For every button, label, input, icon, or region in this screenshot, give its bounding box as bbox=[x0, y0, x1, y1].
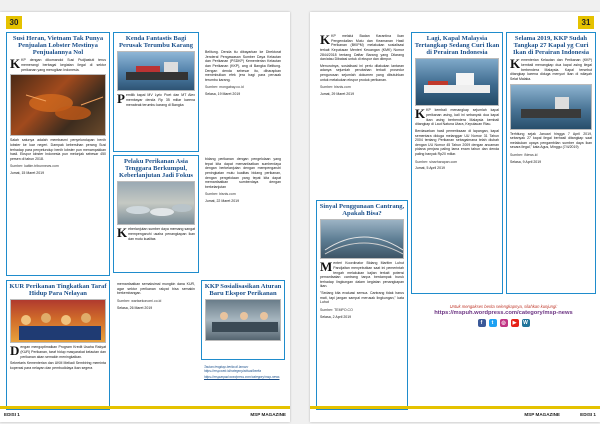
fish-market-photo bbox=[117, 181, 195, 225]
article-paragraph: KKP dengan dikomandoi Susi Pudjiastuti terus memerangi berbagai kegiatan ilegal di sektor perikanan yang merugikan Indonesia. bbox=[10, 56, 106, 72]
article-paragraph: Menteri Koordinator Bidang Maritim Luhut Pandjaitan menyebutkan saat ini pemerintah tengah melakukan kajian terkait potensi pemanfaatan cantrang tanpa berdampak buruk terhadap lingkungan dalam kegiatan penangkapan ikan. bbox=[320, 259, 404, 289]
footer-magazine: MSP MAGAZINE bbox=[524, 412, 560, 417]
article-paragraph: Sekretaris Kementerian dan UKM Meliadi Sembiring meminta koperasi para nelayan dan pembudidaya ikan segera bbox=[10, 361, 106, 370]
article-paragraph: Salah satunya adalah membasmi penyelundupan benih lobster ke luar negeri. Dampak kebersihan perang Susi terhadap para penyelundup benih lobster pun menampakkan hasil. Ekspor lobster Indonesia pun melonjak sebesar 450 persen di tahun 2018. bbox=[10, 138, 106, 161]
fishing-net-photo bbox=[320, 219, 404, 259]
article-date: Selasa, 26 Maret 2019 bbox=[117, 305, 153, 310]
footer bbox=[0, 411, 290, 419]
news-link-block bbox=[201, 364, 285, 380]
article-title: Sinyal Penggunaan Cantrang, Apakah Bisa? bbox=[319, 203, 405, 218]
meeting-photo bbox=[205, 299, 281, 341]
article-source: Sumber: wartaekonomi.co.id bbox=[117, 298, 162, 303]
link-caption: Tautan lengkap berita di laman: https://msp.web.id/category/aktual/berita bbox=[204, 365, 262, 373]
lobster-illustration bbox=[11, 75, 106, 135]
facebook-icon[interactable]: f bbox=[478, 319, 486, 327]
article-asia-tenggara bbox=[113, 155, 199, 273]
ship-illustration bbox=[118, 52, 195, 90]
twitter-icon[interactable]: t bbox=[489, 319, 497, 327]
article-paragraph: Belitung. Denda itu dibayarkan ke Direktorat Jenderal Pengawasan Sumber Daya Kelautan dan Perikanan (PSDKP) Kementerian Kelautan dan Perikanan (KKP), ang di Bangka Belitung. Dengan denda sebesar itu, diharapkan menimbulkan efek jera bagi para perusak terumbu karang. bbox=[205, 50, 281, 82]
article-paragraph: Pemilik kapal MV Lyric Poet dan MT Alex membayar denda Rp 35 miliar karena menabrak terumbu karang di Bangka bbox=[117, 91, 195, 107]
article-date: Selasa, 9 April 2019 bbox=[510, 159, 542, 164]
article-date: Jumat, 29 Maret 2019 bbox=[320, 92, 355, 97]
article-denda bbox=[113, 32, 199, 152]
article-27-kapal bbox=[506, 32, 596, 294]
social-icons bbox=[411, 319, 596, 327]
news-link[interactable]: https://mspunpad.wordpress.com/category/msp-news bbox=[204, 375, 280, 379]
page-number: 30 bbox=[6, 16, 22, 29]
footer-edition: EDISI 1 bbox=[580, 412, 596, 417]
ship-photo bbox=[117, 51, 195, 91]
meeting-illustration bbox=[206, 300, 281, 340]
right-page bbox=[310, 12, 600, 422]
article-title: KKP Sosialisasikan Aturan Baru Ekspor Perikanan bbox=[204, 283, 282, 298]
article-date: Jumat, 5 April 2019 bbox=[415, 166, 445, 171]
article-paragraph: KKP kembali menangkap sejumlah kapal perikanan asing, kali ini sebanyak dua kapal ikan asing berbendera Malaysia kembali ditangkap di Laut Natuna Utara, Kepulauan Riau. bbox=[415, 106, 499, 127]
article-title: Susi Heran, Vietnam Tak Punya Penjualan Lobster Mestinya Penjualannya Nol bbox=[12, 35, 104, 57]
article-paragraph: memanfaatkan semaksimal mungkin dana KUR, agar sektor perikanan rakyat bisa semakin berkembangan. bbox=[117, 282, 195, 296]
article-date: Jumat, 22 Maret 2019 bbox=[205, 199, 240, 204]
promo-block bbox=[411, 304, 596, 327]
article-paragraph: Kementerian Kelautan dan Perikanan (KKP) kembali menangkap dua kapal asing ilegal berbendera Malaysia. Kapal tersebut ditangkap karena diduga menyuri ikan di wilayah Selat Malaka. bbox=[510, 56, 592, 81]
left-page bbox=[0, 12, 290, 422]
people-illustration bbox=[11, 300, 106, 342]
article-kur-continued bbox=[113, 280, 199, 410]
article-source: Sumber: iNews.id bbox=[510, 153, 538, 158]
seized-ship-illustration bbox=[511, 85, 592, 129]
article-paragraph: Berdasarkan hasil pemeriksaan di lapangan, kapal sementara diduga melanggar UU Nomor 31 Tahun 2004 tentang Perikanan sebagaimana telah diubah dengan UU Nomor 45 Tahun 2009 dengan ancaman pidana penjara paling lama enam tahun dan denda paling banyak Rp20 miliar. bbox=[415, 128, 499, 157]
article-date: Selasa, 2 April 2019 bbox=[320, 314, 352, 319]
net-illustration bbox=[321, 220, 404, 258]
promo-url[interactable]: https://mspuh.wordpress.com/category/msp-news bbox=[434, 310, 573, 316]
article-lobster bbox=[6, 32, 110, 276]
article-title: Lagi, Kapal Malaysia Tertangkap Sedang Curi Ikan di Perairan Indonesia bbox=[414, 35, 500, 57]
article-title: KUR Perikanan Tingkatkan Taraf Hidup Para Nelayan bbox=[9, 283, 107, 298]
promo-label: Untuk mengakses berita selengkapnya, silahkan kunjungi: bbox=[449, 304, 558, 309]
seized-ship-photo bbox=[510, 84, 592, 130]
article-source: Sumber: kaltim.tribunnews.com bbox=[10, 164, 59, 169]
drop-cap: P bbox=[117, 91, 125, 107]
footer-edition: EDISI 1 bbox=[4, 412, 20, 417]
blog-icon[interactable]: W bbox=[523, 320, 528, 326]
article-asia-continued bbox=[201, 155, 285, 273]
patrol-ship-photo bbox=[415, 58, 499, 106]
instagram-icon[interactable]: ◎ bbox=[501, 320, 506, 326]
article-kapal-malaysia bbox=[411, 32, 503, 294]
people-photo bbox=[10, 299, 106, 343]
page-number: 31 bbox=[578, 16, 594, 29]
article-paragraph: Dengan mengoptimalkan Program Kredit Usaha Rakyat (KUR) Perikanan, taraf hidup masyarakat kelautan dan perikanan akan semakin meningkatkan. bbox=[10, 343, 106, 359]
drop-cap: D bbox=[10, 343, 20, 359]
article-paragraph: "Sedang kita evaluasi semua. Cantrang tidak harus mati, tapi jangan sampai merusak lingkungan," kata Luhut bbox=[320, 291, 404, 305]
drop-cap: K bbox=[510, 56, 521, 72]
article-source: Sumber: bisnis.com bbox=[205, 192, 236, 197]
drop-cap: K bbox=[415, 106, 426, 122]
drop-cap: K bbox=[117, 225, 128, 241]
article-date: Jumat, 15 Maret 2019 bbox=[10, 171, 45, 176]
article-source: Sumber: bisnis.com bbox=[320, 85, 351, 90]
drop-cap: K bbox=[320, 32, 331, 47]
footer-magazine: MSP MAGAZINE bbox=[250, 412, 286, 417]
article-title: Kenda Fantastis Bagi Perusak Terumbu Karang bbox=[118, 35, 193, 50]
patrol-ship-illustration bbox=[416, 59, 499, 105]
article-paragraph: Keberlanjutan sumber daya memang sangat mempengaruhi usaha penangkapan ikan dan mutu kualitas bbox=[117, 225, 195, 241]
article-paragraph: Menurutnya, sosialisasi ini perlu dilakukan lantaran adanya sejumlah perubahan terkait prosedur pengurusan sejumlah dokumen yang dibutuhkan untuk melakukan ekspor produk perikanan. bbox=[320, 63, 404, 82]
article-cantrang bbox=[316, 200, 408, 410]
youtube-icon[interactable]: ▶ bbox=[511, 319, 519, 327]
footer-rule bbox=[310, 406, 600, 409]
fish-illustration bbox=[118, 182, 195, 224]
article-title: Selama 2019, KKP Sudah Tangkap 27 Kapal yg Curi Ikan di Perairan Indonesia bbox=[512, 35, 590, 57]
lobster-photo bbox=[10, 74, 106, 136]
footer-rule bbox=[0, 406, 290, 409]
drop-cap: M bbox=[320, 259, 333, 275]
article-paragraph: KKP melalui Badan Karantina Ikan Pengendalian Mutu dan Keamanan Hasil Perikanan (BKIPM) melakukan sosialisasi terkait Keputusan Menteri Keuangan (KMK) Nomor 2844/2018 tentang Daftar Barang yang Dilarang dan/atau Dibatasi untuk di ekspor dan diimpor. bbox=[320, 32, 404, 62]
article-bkipm bbox=[316, 32, 408, 194]
article-date: Selasa, 19 Maret 2019 bbox=[205, 92, 241, 97]
article-source: Sumber: TEMPO.CO bbox=[320, 307, 353, 312]
article-paragraph: bidang perikanan dengan pengelolaan yang tepat kita dapat memanfaatkan sumberdaya dengan berkelanjutan dengan mempengaruhi peningkatan mutu kualitas bidang perikanan, dengan pengelolaan yang tepat kita dapat memanfaatkan sumberdaya dengan berkelanjutan bbox=[205, 157, 281, 189]
article-source: Sumber: sinarharapan.com bbox=[415, 159, 458, 164]
article-paragraph: Terhitung sejak Januari hingga 7 April 2019, sebanyak 27 kapal ilegal berhasil ditangkap saat melakukan upaya pengambilan sumber daya ikan secara ilegal," kata Agus, Minggu (7/4/2019) bbox=[510, 131, 592, 150]
article-title: Pelaku Perikanan Asia Tenggara Berkumpul, Keberlanjutan Jadi Fokus bbox=[118, 158, 193, 180]
article-kkp-sosialisasi bbox=[201, 280, 285, 360]
footer bbox=[310, 411, 600, 419]
article-kur bbox=[6, 280, 110, 410]
article-denda-continued bbox=[201, 48, 285, 152]
article-source: Sumber: mongabay.co.id bbox=[205, 85, 244, 90]
drop-cap: K bbox=[10, 56, 21, 72]
